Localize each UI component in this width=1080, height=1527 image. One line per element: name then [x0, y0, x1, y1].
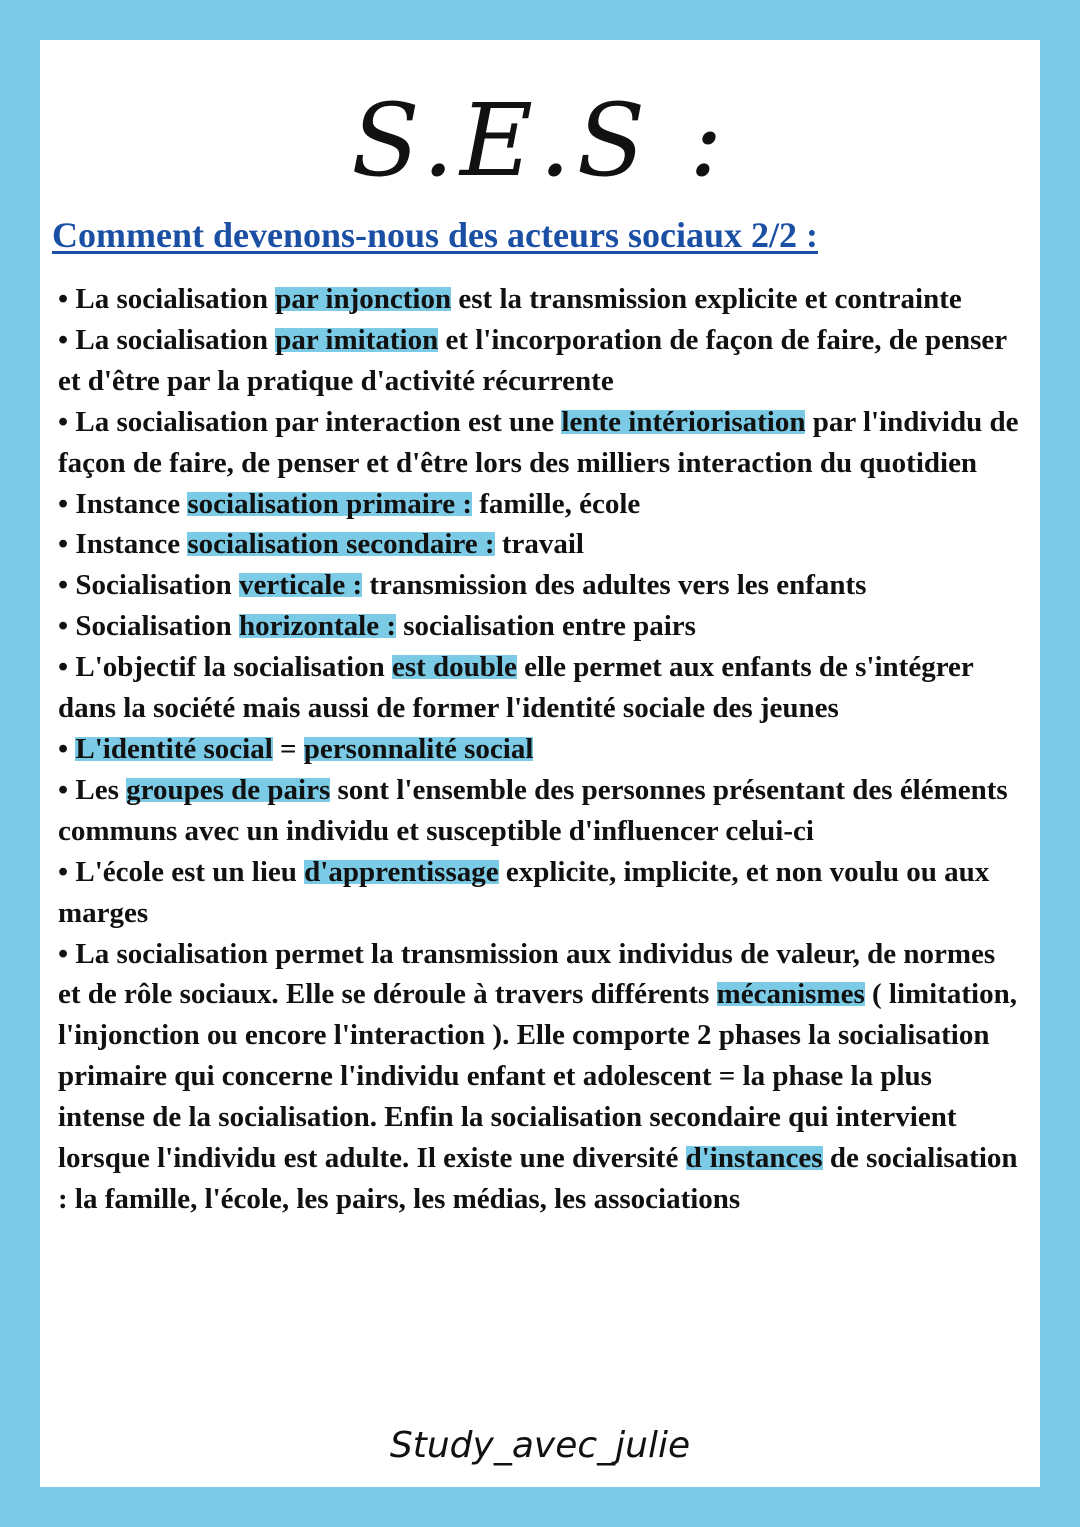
- text-segment: • Socialisation: [58, 569, 239, 602]
- highlighted-term: d'apprentissage: [304, 855, 499, 888]
- text-segment: • L'objectif la socialisation: [58, 651, 392, 684]
- text-segment: • Instance: [58, 487, 188, 520]
- bullet-paragraph: [58, 606, 1023, 647]
- highlighted-term: lente intériorisation: [561, 405, 806, 438]
- section-heading: Comment devenons-nous des acteurs sociaux 2/2 :: [52, 215, 819, 255]
- highlighted-term: socialisation secondaire :: [187, 528, 495, 561]
- text-segment: • La socialisation par interaction est une: [58, 405, 562, 438]
- text-segment: travail: [494, 528, 584, 561]
- text-segment: elle permet aux enfants de s'intégrer dans la société mais aussi de former l'identité sociale des jeunes: [58, 651, 974, 725]
- text-segment: •: [58, 732, 76, 765]
- bullet-paragraph: [58, 402, 1023, 484]
- text-segment: • La socialisation permet la transmission aux individus de valeur, de normes et de rôle sociaux. Elle se déroule à travers différents: [58, 937, 996, 1011]
- page: [40, 40, 1040, 1487]
- highlighted-term: mécanismes: [716, 978, 865, 1011]
- text-segment: • L'école est un lieu: [58, 855, 305, 888]
- bullet-paragraph: [58, 770, 1023, 852]
- text-segment: socialisation entre pairs: [396, 610, 696, 643]
- highlighted-term: socialisation primaire :: [187, 487, 472, 520]
- author-signature: Study_avec_julie: [389, 1425, 691, 1466]
- highlighted-term: personnalité social: [303, 732, 534, 765]
- text-segment: explicite, implicite, et non voulu ou aux marges: [58, 855, 990, 929]
- text-segment: famille, école: [472, 487, 641, 520]
- highlighted-term: d'instances: [685, 1142, 823, 1175]
- page-title: S.E.S :: [351, 82, 729, 199]
- text-segment: • Les: [58, 773, 127, 806]
- text-segment: et l'incorporation de façon de faire, de penser et d'être par la pratique d'activité récurrente: [58, 323, 1007, 397]
- text-segment: • La socialisation: [58, 323, 276, 356]
- bullet-paragraph: [58, 934, 1023, 1220]
- text-segment: transmission des adultes vers les enfants: [362, 569, 867, 602]
- highlighted-term: par injonction: [275, 283, 452, 315]
- highlighted-term: est double: [391, 651, 517, 684]
- bullet-paragraph: [58, 729, 1023, 770]
- highlighted-term: groupes de pairs: [126, 773, 331, 806]
- highlighted-term: horizontale :: [238, 610, 397, 643]
- bullet-paragraph: [58, 320, 1023, 402]
- bullet-paragraph: [58, 647, 1023, 729]
- text-segment: sont l'ensemble des personnes présentant des éléments communs avec un individu et susceptible d'influencer celui-ci: [58, 773, 1008, 847]
- bullet-paragraph: [58, 524, 1023, 565]
- text-segment: =: [272, 732, 304, 765]
- text-segment: • La socialisation: [58, 283, 276, 315]
- highlighted-term: par imitation: [275, 323, 439, 356]
- bullet-paragraph: [58, 484, 1023, 525]
- bullet-paragraph: [58, 852, 1023, 934]
- text-segment: par l'individu de façon de faire, de penser et d'être lors des milliers interaction du quotidien: [58, 405, 1019, 479]
- text-segment: ( limitation, l'injonction ou encore l'interaction ). Elle comporte 2 phases la socialisation primaire qui concerne l'individu enfant et adolescent = la phase la plus intense de la socialisation. Enfin la socialisation secondaire qui intervient lorsque l'individu est adulte. Il existe une diversité: [58, 978, 1017, 1175]
- text-segment: • Socialisation: [58, 610, 239, 643]
- notes-body: [58, 279, 1023, 1220]
- text-segment: est la transmission explicite et contrainte: [451, 283, 962, 315]
- text-segment: • Instance: [58, 528, 188, 561]
- highlighted-term: verticale :: [238, 569, 363, 602]
- text-segment: de socialisation : la famille, l'école, les pairs, les médias, les associations: [58, 1142, 1018, 1215]
- highlighted-term: L'identité social: [75, 732, 273, 765]
- bullet-paragraph: [58, 565, 1023, 606]
- bullet-paragraph: [58, 279, 1023, 320]
